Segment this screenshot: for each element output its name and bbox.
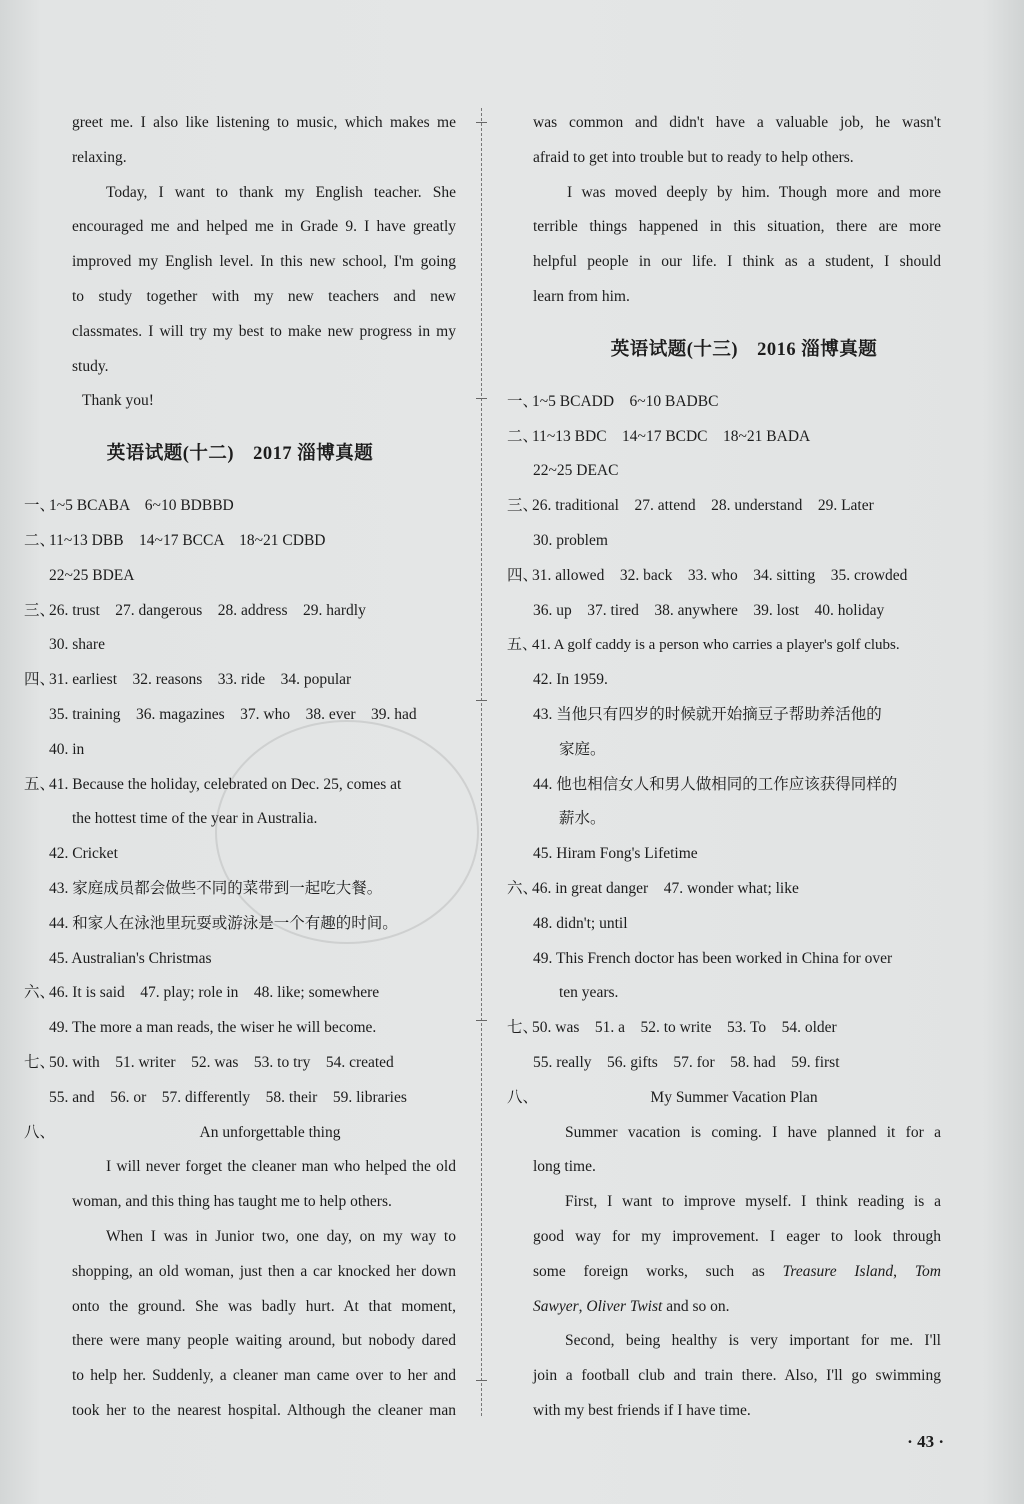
answer-label: 二、 xyxy=(24,531,56,549)
answer-line xyxy=(507,872,941,907)
answer-label: 八、 xyxy=(507,1088,539,1106)
answer-line: 家庭。 xyxy=(559,740,606,758)
text-line: learn from him. xyxy=(533,287,630,305)
text-line: study. xyxy=(72,357,109,375)
essay-line: shopping, an old woman, just then a car knocked her down xyxy=(72,1262,456,1280)
answer-line xyxy=(507,559,941,594)
text-line: encouraged me and helped me in Grade 9. I have greatly xyxy=(72,218,456,236)
divider-tick xyxy=(476,398,487,399)
answer-text: 50. was 51. a 52. to write 53. To 54. older xyxy=(532,1019,837,1037)
answer-label: 二、 xyxy=(507,427,539,445)
section-heading: 英语试题(十三) 2016 淄博真题 xyxy=(610,339,878,360)
answer-text: 31. allowed 32. back 33. who 34. sitting 35. crowded xyxy=(532,566,908,584)
text-line: improved my English level. In this new school, I'm going xyxy=(72,253,456,271)
essay-title: My Summer Vacation Plan xyxy=(650,1088,818,1106)
book-title: Tom xyxy=(914,1262,941,1280)
divider-tick xyxy=(476,122,487,123)
answer-text: 41. A golf caddy is a person who carries a player's golf clubs. xyxy=(532,637,900,654)
essay-line: long time. xyxy=(533,1158,596,1176)
answer-line: 30. share xyxy=(49,636,105,654)
essay-line: Second, being healthy is very important for me. I'll xyxy=(565,1332,941,1350)
essay-line: First, I want to improve myself. I think reading is a xyxy=(565,1193,941,1211)
answer-line xyxy=(24,1046,456,1081)
divider-tick xyxy=(476,1380,487,1381)
answer-line: 44. 他也相信女人和男人做相同的工作应该获得同样的 xyxy=(533,775,898,793)
book-title: Treasure Island xyxy=(782,1262,894,1280)
answer-line: 44. 和家人在泳池里玩耍或游泳是一个有趣的时间。 xyxy=(49,914,398,932)
text-line: Thank you! xyxy=(82,392,154,410)
essay-line: good way for my improvement. I eager to look through xyxy=(533,1227,941,1245)
answer-label: 四、 xyxy=(507,566,539,584)
book-title: Sawyer xyxy=(533,1297,579,1315)
answer-label: 六、 xyxy=(507,879,539,897)
answer-text: 11~13 DBB 14~17 BCCA 18~21 CDBD xyxy=(49,531,326,549)
essay-line: join a football club and train there. Also, I'll go swimming xyxy=(533,1367,941,1385)
text-line: afraid to get into trouble but to ready to help others. xyxy=(533,148,854,166)
essay-line: Sawyer, Oliver Twist and so on. xyxy=(533,1297,730,1315)
answer-line xyxy=(24,976,456,1011)
essay-line: with my best friends if I have time. xyxy=(533,1401,751,1419)
answer-label: 五、 xyxy=(24,775,56,793)
text-line: classmates. I will try my best to make new progress in my xyxy=(72,322,456,340)
answer-line: 55. and 56. or 57. differently 58. their 59. libraries xyxy=(49,1088,407,1106)
page-number: · 43 · xyxy=(907,1432,944,1451)
answer-text: 46. in great danger 47. wonder what; like xyxy=(532,879,799,897)
answer-line xyxy=(24,489,456,524)
answer-text: 1~5 BCABA 6~10 BDBBD xyxy=(49,497,234,515)
answer-line: 43. 当他只有四岁的时候就开始摘豆子帮助养活他的 xyxy=(533,705,882,723)
text-line: I was moved deeply by him. Though more and more xyxy=(567,183,941,201)
answer-line: 49. The more a man reads, the wiser he will become. xyxy=(49,1019,377,1037)
answer-text: 50. with 51. writer 52. was 53. to try 54. created xyxy=(49,1053,394,1071)
divider-tick xyxy=(476,700,487,701)
answer-line xyxy=(507,489,941,524)
essay-line: When I was in Junior two, one day, on my way to xyxy=(106,1227,456,1245)
answer-line: 30. problem xyxy=(533,531,608,549)
answer-text: 11~13 BDC 14~17 BCDC 18~21 BADA xyxy=(532,427,811,445)
text-line: relaxing. xyxy=(72,148,127,166)
essay-line: some foreign works, such as Treasure Island, Tom xyxy=(533,1262,941,1280)
answer-text: 26. trust 27. dangerous 28. address 29. hardly xyxy=(49,601,366,619)
answer-line: ten years. xyxy=(559,984,619,1002)
answer-line xyxy=(24,594,456,629)
answer-line: 49. This French doctor has been worked in China for over xyxy=(533,949,893,967)
answer-text: 26. traditional 27. attend 28. understand 29. Later xyxy=(532,497,874,515)
essay-line: there were many people waiting around, but nobody dared xyxy=(72,1332,456,1350)
answer-line: 55. really 56. gifts 57. for 58. had 59. first xyxy=(533,1053,840,1071)
answer-text: 41. Because the holiday, celebrated on Dec. 25, comes at xyxy=(49,775,402,793)
answer-label: 三、 xyxy=(24,601,56,619)
answer-label: 一、 xyxy=(24,497,56,515)
answer-line: 35. training 36. magazines 37. who 38. ever 39. had xyxy=(49,705,417,723)
text-line: was common and didn't have a valuable job, he wasn't xyxy=(533,114,941,131)
answer-line xyxy=(24,524,456,559)
essay-line: woman, and this thing has taught me to help others. xyxy=(72,1193,392,1211)
answer-line: 22~25 DEAC xyxy=(533,462,619,480)
text-line: to study together with my new teachers and new xyxy=(72,287,456,305)
answer-line: 48. didn't; until xyxy=(533,914,628,932)
answer-line: 40. in xyxy=(49,740,85,758)
left-column xyxy=(24,106,456,1429)
divider-tick xyxy=(476,1020,487,1021)
essay-title-line xyxy=(24,1116,456,1151)
essay-line: Summer vacation is coming. I have planned it for a xyxy=(565,1123,941,1141)
section-heading: 英语试题(十二) 2017 淄博真题 xyxy=(106,444,374,465)
answer-line: 42. Cricket xyxy=(49,845,118,863)
text-line: greet me. I also like listening to music, which makes me xyxy=(72,114,456,131)
essay-title: An unforgettable thing xyxy=(199,1123,341,1141)
answer-label: 七、 xyxy=(507,1019,539,1037)
answer-label: 三、 xyxy=(507,497,539,515)
answer-text: 1~5 BCADD 6~10 BADBC xyxy=(532,392,719,410)
answer-label: 八、 xyxy=(24,1123,56,1141)
answer-line: the hottest time of the year in Australia. xyxy=(72,810,318,828)
answer-line: 45. Hiram Fong's Lifetime xyxy=(533,845,698,863)
answer-label: 七、 xyxy=(24,1053,56,1071)
answer-line: 43. 家庭成员都会做些不同的菜带到一起吃大餐。 xyxy=(49,879,383,897)
right-column xyxy=(507,106,941,1429)
essay-line: took her to the nearest hospital. Although the cleaner man xyxy=(72,1401,456,1419)
answer-line: 22~25 BDEA xyxy=(49,566,135,584)
answer-line xyxy=(507,385,941,420)
answer-line xyxy=(507,420,941,455)
column-divider xyxy=(481,108,482,1416)
answer-line xyxy=(507,1011,941,1046)
answer-line: 36. up 37. tired 38. anywhere 39. lost 40. holiday xyxy=(533,601,885,619)
answer-line: 45. Australian's Christmas xyxy=(49,949,212,967)
answer-line xyxy=(507,628,941,663)
answer-label: 四、 xyxy=(24,671,56,689)
essay-text: and so on. xyxy=(666,1297,730,1315)
answer-label: 五、 xyxy=(507,637,538,654)
text-line: Today, I want to thank my English teacher. She xyxy=(106,183,456,201)
essay-line: I will never forget the cleaner man who helped the old xyxy=(106,1158,456,1176)
essay-text: some foreign works, such as xyxy=(533,1262,765,1280)
essay-line: to help her. Suddenly, a cleaner man came over to her and xyxy=(72,1367,456,1385)
essay-title-line xyxy=(507,1081,941,1116)
answer-line xyxy=(24,768,456,803)
answer-label: 六、 xyxy=(24,984,56,1002)
answer-text: 46. It is said 47. play; role in 48. like; somewhere xyxy=(49,984,380,1002)
answer-line: 薪水。 xyxy=(559,810,606,828)
answer-line xyxy=(24,663,456,698)
answer-line: 42. In 1959. xyxy=(533,671,608,689)
text-line: helpful people in our life. I think as a student, I should xyxy=(533,253,941,271)
essay-line: onto the ground. She was badly hurt. At that moment, xyxy=(72,1297,456,1315)
text-line: terrible things happened in this situation, there are more xyxy=(533,218,941,236)
answer-text: 31. earliest 32. reasons 33. ride 34. popular xyxy=(49,671,352,689)
answer-label: 一、 xyxy=(507,392,539,410)
book-title: Oliver Twist xyxy=(586,1297,663,1315)
